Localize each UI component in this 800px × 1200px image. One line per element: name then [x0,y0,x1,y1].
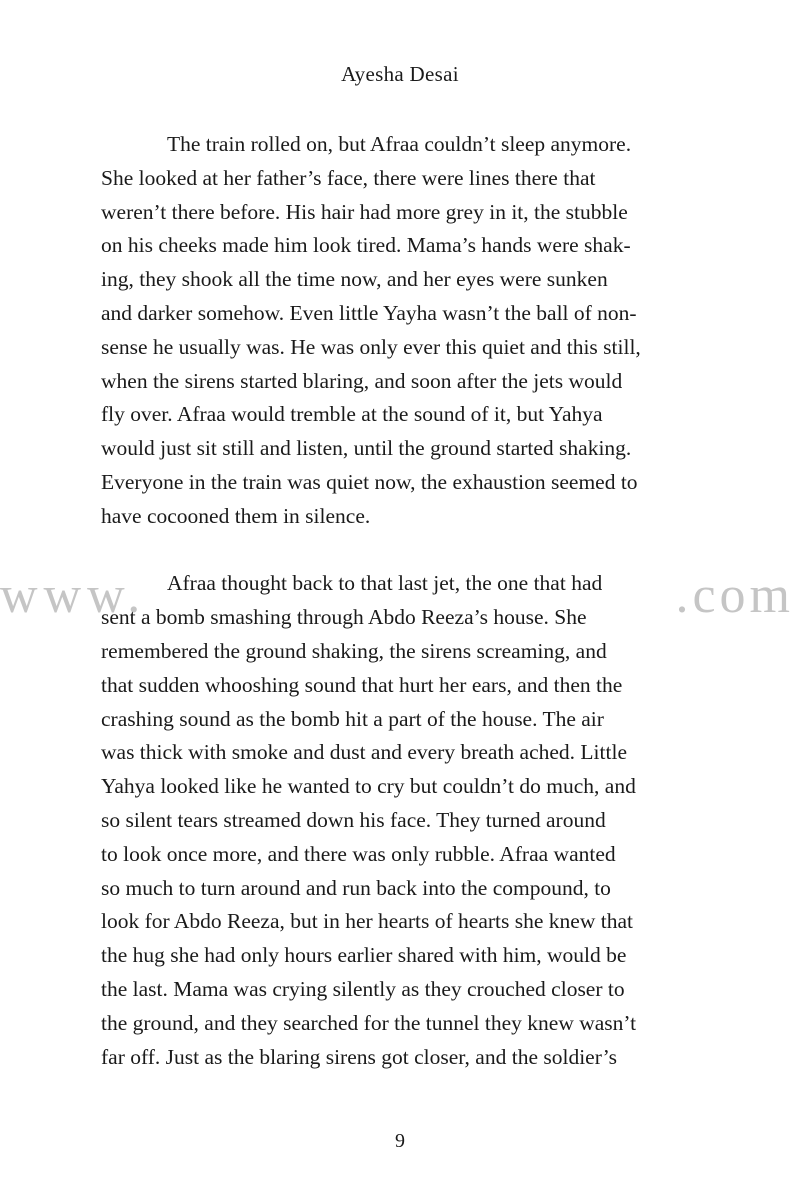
text-line: far off. Just as the blaring sirens got closer, and the soldier’s [101,1044,618,1069]
text-line: to look once more, and there was only rubble. Afraa wanted [101,841,616,866]
text-line: Afraa thought back to that last jet, the one that had [167,571,603,596]
text-line: look for Abdo Reeza, but in her hearts of hearts she knew that [101,909,633,934]
running-head-author: Ayesha Desai [341,62,459,86]
text-line: that sudden whooshing sound that hurt her ears, and then the [101,672,623,697]
page-number: 9 [395,1130,405,1152]
watermark-left-text: www. [0,567,147,624]
text-line: so silent tears streamed down his face. They turned around [101,807,606,832]
text-line: when the sirens started blaring, and soon after the jets would [101,368,623,393]
text-line: ing, they shook all the time now, and her eyes were sunken [101,267,608,292]
watermark-right-text: .com [675,567,794,624]
text-line: would just sit still and listen, until the ground started shaking. [101,436,632,461]
text-line: remembered the ground shaking, the sirens screaming, and [101,638,607,663]
text-line: She looked at her father’s face, there were lines there that [101,165,596,190]
text-line: the hug she had only hours earlier shared with him, would be [101,943,627,968]
text-line: sense he usually was. He was only ever this quiet and this still, [101,334,641,359]
text-line: fly over. Afraa would tremble at the sound of it, but Yahya [101,402,603,427]
text-line: was thick with smoke and dust and every breath ached. Little [101,740,627,765]
body-text [101,128,701,1074]
text-line: Yahya looked like he wanted to cry but couldn’t do much, and [101,774,636,799]
text-line: on his cheeks made him look tired. Mama’s hands were shak- [101,233,631,258]
paragraph-1 [101,128,701,534]
text-line: so much to turn around and run back into the compound, to [101,875,611,900]
text-line: and darker somehow. Even little Yayha wasn’t the ball of non- [101,300,637,325]
text-line: weren’t there before. His hair had more grey in it, the stubble [101,199,628,224]
text-line: have cocooned them in silence. [101,503,371,528]
text-line: The train rolled on, but Afraa couldn’t sleep anymore. [167,132,632,156]
text-line: the ground, and they searched for the tunnel they knew wasn’t [101,1010,637,1035]
text-line: the last. Mama was crying silently as they crouched closer to [101,976,625,1001]
text-line: Everyone in the train was quiet now, the exhaustion seemed to [101,469,638,494]
text-line: crashing sound as the bomb hit a part of the house. The air [101,706,604,731]
paragraph-2 [101,567,701,1074]
text-line: sent a bomb smashing through Abdo Reeza’s house. She [101,605,587,630]
